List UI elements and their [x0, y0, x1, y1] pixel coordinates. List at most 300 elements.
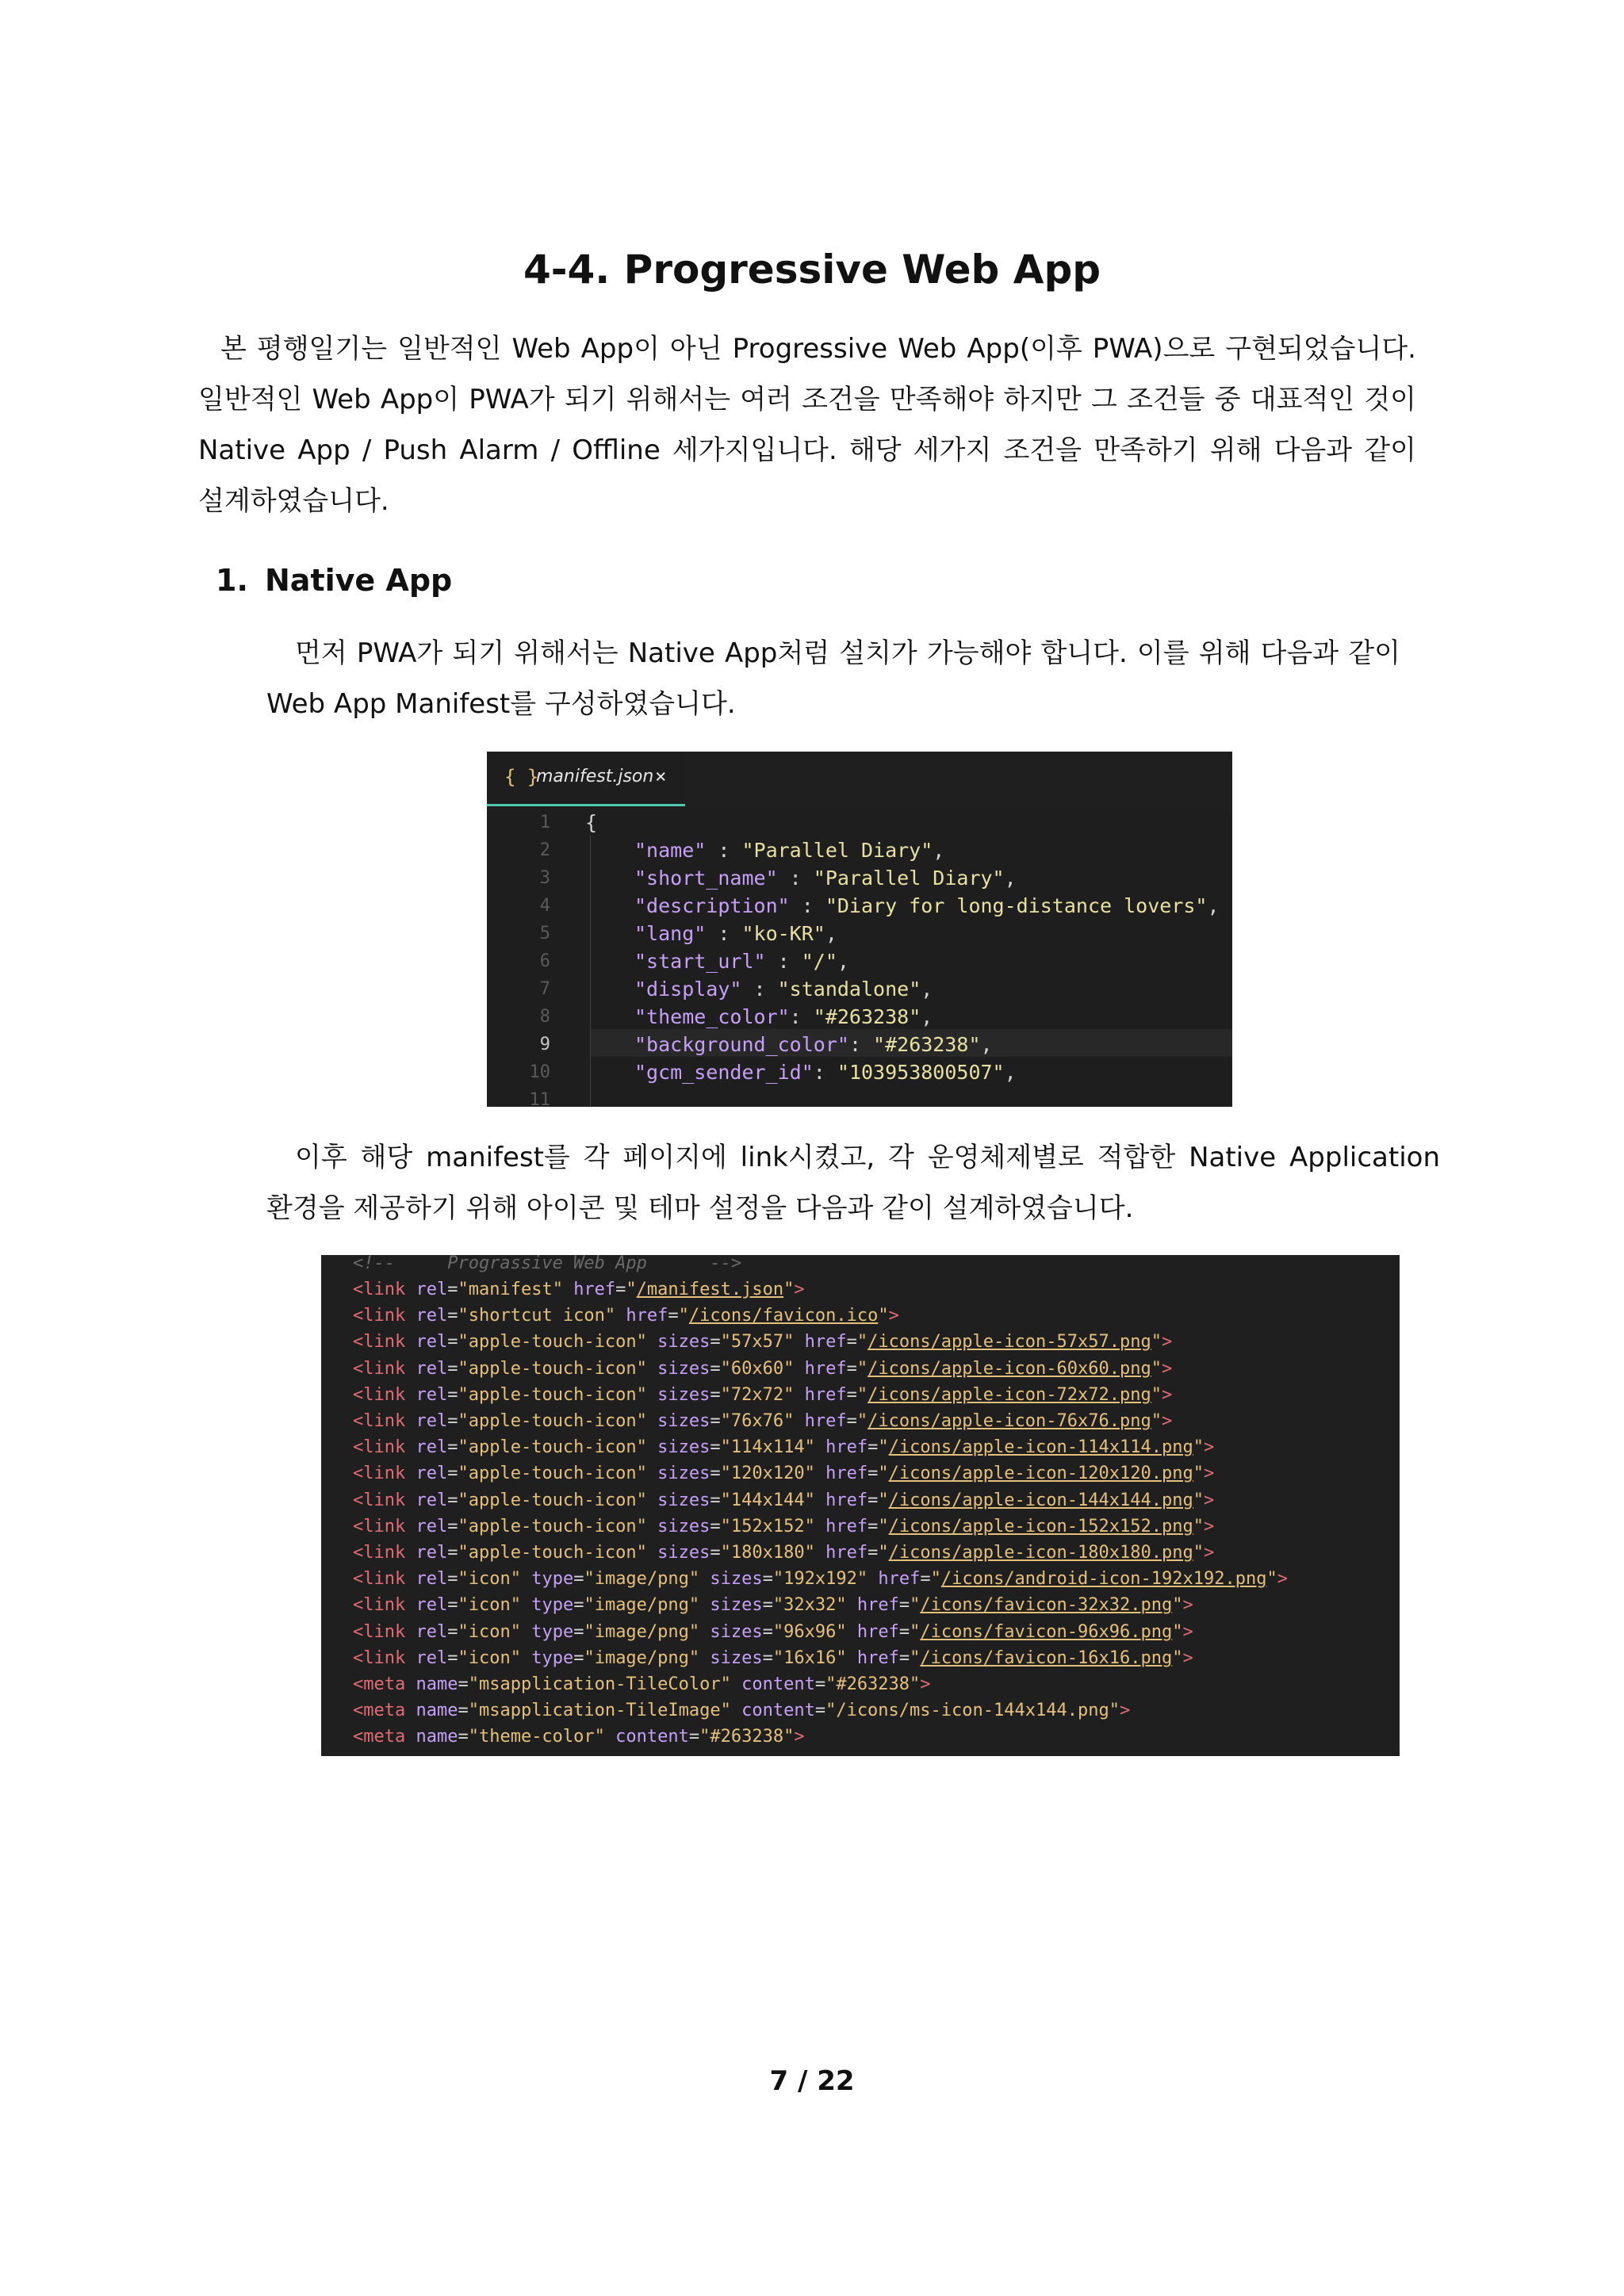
quote: "	[878, 1306, 889, 1326]
native-app-paragraph: 먼저 PWA가 되기 위해서는 Native App처럼 설치가 가능해야 합니다. 이를 위해 다음과 같이 Web App Manifest를 구성하였습니다.	[266, 637, 1400, 720]
space	[405, 1595, 416, 1615]
equals: =	[447, 1464, 458, 1483]
equals: =	[573, 1648, 584, 1668]
quote: "	[783, 1280, 795, 1299]
equals: =	[668, 1306, 679, 1326]
json-comma: ,	[837, 950, 849, 973]
html-value: "image/png"	[584, 1622, 700, 1642]
space	[647, 1385, 657, 1405]
html-attribute: href	[856, 1595, 899, 1615]
quote: "	[910, 1648, 921, 1668]
html-value: "60x60"	[720, 1359, 795, 1379]
html-value: "apple-touch-icon"	[458, 1385, 647, 1405]
equals: =	[762, 1569, 773, 1589]
space	[847, 1648, 857, 1668]
equals: =	[447, 1595, 458, 1615]
equals: =	[447, 1648, 458, 1668]
tag-close: >	[1277, 1569, 1288, 1589]
json-separator: :	[813, 1061, 837, 1084]
quote: "	[910, 1595, 921, 1615]
html-attribute: rel	[416, 1385, 448, 1405]
space	[699, 1569, 710, 1589]
equals: =	[688, 1727, 700, 1747]
json-separator: :	[848, 1033, 874, 1056]
html-value: "apple-touch-icon"	[458, 1543, 647, 1563]
html-attribute: rel	[416, 1280, 448, 1299]
tag-close: >	[1182, 1622, 1193, 1642]
html-attribute: href	[878, 1569, 921, 1589]
space	[794, 1359, 804, 1379]
editor-tab-manifest	[487, 752, 685, 806]
equals: =	[710, 1359, 721, 1379]
equals: =	[447, 1517, 458, 1536]
code-comment-line	[353, 1255, 741, 1276]
html-attribute: rel	[416, 1411, 448, 1431]
quote: "	[1151, 1359, 1162, 1379]
space	[815, 1517, 825, 1536]
link-path: /manifest.json	[636, 1280, 784, 1299]
space	[647, 1411, 657, 1431]
space	[563, 1280, 573, 1299]
link-path: /icons/apple-icon-180x180.png	[888, 1543, 1193, 1563]
code-line	[353, 1513, 1214, 1540]
space	[405, 1359, 416, 1379]
space	[647, 1464, 657, 1483]
space	[647, 1517, 657, 1536]
line-number: 7	[539, 979, 550, 999]
tag-close: >	[1161, 1359, 1173, 1379]
code-line	[353, 1408, 1172, 1434]
json-comma: ,	[825, 922, 837, 945]
space	[521, 1595, 531, 1615]
code-line	[353, 1645, 1193, 1671]
equals: =	[920, 1569, 931, 1589]
html-attribute: rel	[416, 1306, 448, 1326]
json-value: "103953800507"	[837, 1061, 1005, 1084]
space	[405, 1332, 416, 1352]
html-tag: <link	[353, 1437, 406, 1457]
code-line	[353, 1697, 1130, 1724]
html-value: "120x120"	[720, 1464, 815, 1483]
quote: "	[878, 1464, 889, 1483]
html-code-screenshot	[321, 1255, 1400, 1756]
quote: "	[1193, 1464, 1204, 1483]
equals: =	[868, 1464, 879, 1483]
space	[815, 1490, 825, 1510]
json-value: "ko-KR"	[741, 922, 825, 945]
space	[699, 1595, 710, 1615]
quote: "	[1172, 1595, 1183, 1615]
html-value: "icon"	[458, 1595, 521, 1615]
html-value: "152x152"	[720, 1517, 815, 1536]
html-value: "/icons/ms-icon-144x144.png"	[825, 1701, 1120, 1720]
line-number: 8	[539, 1007, 550, 1027]
json-comma: ,	[921, 978, 933, 1001]
quote: "	[856, 1332, 868, 1352]
equals: =	[868, 1517, 879, 1536]
subsection-title: Native App	[265, 563, 453, 598]
html-value: "apple-touch-icon"	[458, 1332, 647, 1352]
json-key: "display"	[634, 978, 742, 1001]
html-attribute: href	[825, 1543, 868, 1563]
space	[405, 1437, 416, 1457]
html-value: "57x57"	[720, 1332, 795, 1352]
editor-tab-bar	[487, 752, 1232, 807]
json-comma: ,	[1207, 894, 1220, 917]
code-line	[634, 836, 944, 864]
html-attribute: href	[804, 1411, 847, 1431]
html-value: "apple-touch-icon"	[458, 1517, 647, 1536]
html-value: "icon"	[458, 1569, 521, 1589]
space	[405, 1543, 416, 1563]
close-icon: ×	[655, 765, 667, 787]
html-attribute: rel	[416, 1569, 448, 1589]
html-attribute: sizes	[657, 1517, 710, 1536]
space	[615, 1306, 626, 1326]
html-value: "114x114"	[720, 1437, 815, 1457]
space	[521, 1622, 531, 1642]
equals: =	[814, 1674, 826, 1694]
equals: =	[447, 1411, 458, 1431]
space	[405, 1280, 416, 1299]
html-attribute: type	[531, 1595, 574, 1615]
equals: =	[868, 1490, 879, 1510]
tag-close: >	[1161, 1411, 1173, 1431]
code-line	[353, 1592, 1193, 1618]
json-key: "name"	[634, 839, 707, 862]
quote: "	[878, 1437, 889, 1457]
quote: "	[856, 1411, 868, 1431]
code-line	[634, 864, 1017, 892]
json-comma: ,	[921, 1005, 933, 1028]
tag-close: >	[1182, 1595, 1193, 1615]
html-attribute: name	[416, 1727, 458, 1747]
quote: "	[1172, 1648, 1183, 1668]
html-value: "apple-touch-icon"	[458, 1464, 647, 1483]
space	[405, 1306, 416, 1326]
intro-paragraph: 본 평행일기는 일반적인 Web App이 아닌 Progressive Web App(이후 PWA)으로 구현되었습니다. 일반적인 Web App이 PWA가 되기 위해서는 여러 조건을 만족해야 하지만 그 조건들 중 대표적인 것이 Native App / Push Alarm / Offline 세가지입니다. 해당 세가지 조건을 만족하기 위해 다음과 같이 설계하였습니다.	[198, 333, 1416, 517]
code-line	[353, 1276, 805, 1303]
quote: "	[910, 1622, 921, 1642]
html-tag: <link	[353, 1543, 406, 1563]
line-number: 6	[539, 951, 550, 971]
indent-guide	[590, 836, 591, 1107]
code-line	[353, 1382, 1172, 1408]
equals: =	[898, 1622, 910, 1642]
json-value: "Parallel Diary"	[813, 867, 1005, 890]
space	[815, 1437, 825, 1457]
link-path: /icons/apple-icon-60x60.png	[868, 1359, 1151, 1379]
html-value: "icon"	[458, 1622, 521, 1642]
line-number: 10	[529, 1062, 550, 1082]
html-attribute: sizes	[710, 1595, 763, 1615]
html-attribute: sizes	[657, 1464, 710, 1483]
html-tag: <link	[353, 1569, 406, 1589]
code-line	[353, 1724, 805, 1750]
html-tag: <link	[353, 1490, 406, 1510]
html-attribute: rel	[416, 1464, 448, 1483]
tag-close: >	[1119, 1701, 1131, 1720]
html-value: "msapplication-TileImage"	[468, 1701, 731, 1720]
line-number: 3	[539, 868, 550, 888]
link-path: /icons/apple-icon-114x114.png	[888, 1437, 1193, 1457]
json-value: "standalone"	[777, 978, 921, 1001]
space	[647, 1359, 657, 1379]
equals: =	[710, 1464, 721, 1483]
equals: =	[762, 1648, 773, 1668]
html-attribute: href	[804, 1332, 847, 1352]
space	[405, 1727, 416, 1747]
code-line	[353, 1329, 1172, 1355]
link-path: /icons/favicon-96x96.png	[920, 1622, 1173, 1642]
html-attribute: sizes	[657, 1359, 710, 1379]
equals: =	[710, 1490, 721, 1510]
tag-close: >	[920, 1674, 931, 1694]
tag-close: >	[1182, 1648, 1193, 1668]
html-value: "image/png"	[584, 1648, 700, 1668]
html-value: "144x144"	[720, 1490, 815, 1510]
code-line	[634, 947, 849, 975]
html-value: "apple-touch-icon"	[458, 1490, 647, 1510]
line-number: 11	[529, 1090, 550, 1107]
equals: =	[710, 1411, 721, 1431]
quote: "	[930, 1569, 941, 1589]
json-file-icon: { }	[504, 766, 539, 788]
space	[405, 1674, 416, 1694]
tag-close: >	[1203, 1490, 1215, 1510]
json-separator: :	[777, 867, 814, 890]
json-value: "Diary for long-distance lovers"	[825, 894, 1208, 917]
equals: =	[573, 1595, 584, 1615]
html-value: "72x72"	[720, 1385, 795, 1405]
json-key: "short_name"	[634, 867, 778, 890]
line-number: 2	[539, 840, 550, 860]
code-line	[634, 1031, 993, 1058]
quote: "	[856, 1359, 868, 1379]
code-line	[585, 809, 597, 836]
quote: "	[678, 1306, 689, 1326]
subsection-number: 1.	[216, 563, 248, 598]
html-tag: <link	[353, 1385, 406, 1405]
code-line	[634, 920, 837, 947]
equals: =	[898, 1648, 910, 1668]
code-line	[353, 1434, 1214, 1460]
equals: =	[814, 1701, 826, 1720]
html-value: "apple-touch-icon"	[458, 1411, 647, 1431]
equals: =	[898, 1595, 910, 1615]
html-attribute: content	[615, 1727, 689, 1747]
html-attribute: sizes	[657, 1543, 710, 1563]
editor-tab-label: manifest.json	[536, 767, 654, 786]
quote: "	[1193, 1543, 1204, 1563]
space	[699, 1622, 710, 1642]
link-path: /icons/apple-icon-57x57.png	[868, 1332, 1151, 1352]
html-value: "#263238"	[825, 1674, 921, 1694]
tag-close: >	[1203, 1543, 1215, 1563]
space	[794, 1385, 804, 1405]
quote: "	[878, 1543, 889, 1563]
json-separator: :	[789, 1005, 814, 1028]
link-paragraph: 이후 해당 manifest를 각 페이지에 link시켰고, 각 운영체제별로 적합한 Native Application 환경을 제공하기 위해 아이콘 및 테마 설정을 다음과 같이 설계하였습니다.	[266, 1142, 1440, 1224]
html-value: "icon"	[458, 1648, 521, 1668]
manifest-code-screenshot	[487, 752, 1232, 1107]
html-tag: <link	[353, 1306, 406, 1326]
html-value: "apple-touch-icon"	[458, 1359, 647, 1379]
json-key: "gcm_sender_id"	[634, 1061, 814, 1084]
equals: =	[710, 1437, 721, 1457]
equals: =	[447, 1359, 458, 1379]
html-value: "16x16"	[772, 1648, 847, 1668]
json-comma: ,	[1004, 1061, 1017, 1084]
quote: "	[1172, 1622, 1183, 1642]
code-line	[353, 1566, 1288, 1592]
html-tag: <link	[353, 1517, 406, 1536]
tag-close: >	[1203, 1517, 1215, 1536]
equals: =	[846, 1359, 857, 1379]
html-attribute: href	[804, 1359, 847, 1379]
json-value: "#263238"	[813, 1005, 921, 1028]
equals: =	[447, 1332, 458, 1352]
json-separator: :	[789, 894, 825, 917]
space	[405, 1490, 416, 1510]
space	[647, 1332, 657, 1352]
html-attribute: href	[626, 1306, 668, 1326]
section-title: 4-4. Progressive Web App	[523, 247, 1101, 293]
space	[521, 1569, 531, 1589]
html-value: "image/png"	[584, 1569, 700, 1589]
subsection-heading	[216, 552, 452, 609]
equals: =	[458, 1701, 469, 1720]
json-key: "start_url"	[634, 950, 766, 973]
quote: "	[856, 1385, 868, 1405]
quote: "	[1193, 1437, 1204, 1457]
line-number: 1	[539, 813, 550, 832]
code-line	[353, 1303, 899, 1329]
html-attribute: href	[856, 1648, 899, 1668]
equals: =	[710, 1543, 721, 1563]
space	[521, 1648, 531, 1668]
equals: =	[573, 1622, 584, 1642]
html-attribute: sizes	[710, 1648, 763, 1668]
json-value: "Parallel Diary"	[741, 839, 933, 862]
equals: =	[846, 1411, 857, 1431]
code-line	[634, 975, 933, 1003]
html-tag: <link	[353, 1464, 406, 1483]
html-value: "76x76"	[720, 1411, 795, 1431]
json-separator: :	[706, 922, 742, 945]
link-path: /icons/apple-icon-144x144.png	[888, 1490, 1193, 1510]
html-attribute: sizes	[657, 1332, 710, 1352]
html-attribute: sizes	[710, 1569, 763, 1589]
code-line	[634, 1058, 1017, 1086]
link-path: /icons/favicon-16x16.png	[920, 1648, 1173, 1668]
html-attribute: content	[741, 1674, 815, 1694]
space	[647, 1437, 657, 1457]
json-value: "#263238"	[873, 1033, 981, 1056]
html-value: "image/png"	[584, 1595, 700, 1615]
json-separator: :	[706, 839, 742, 862]
equals: =	[447, 1569, 458, 1589]
html-attribute: sizes	[657, 1437, 710, 1457]
link-path: /icons/apple-icon-152x152.png	[888, 1517, 1193, 1536]
html-value: "apple-touch-icon"	[458, 1437, 647, 1457]
html-attribute: href	[825, 1464, 868, 1483]
quote: "	[1193, 1490, 1204, 1510]
json-comma: ,	[1004, 867, 1017, 890]
space	[405, 1411, 416, 1431]
equals: =	[710, 1517, 721, 1536]
tag-close: >	[888, 1306, 899, 1326]
html-tag: <link	[353, 1595, 406, 1615]
space	[731, 1701, 741, 1720]
space	[405, 1701, 416, 1720]
open-brace: {	[585, 811, 598, 834]
equals: =	[762, 1595, 773, 1615]
code-line	[353, 1356, 1172, 1382]
quote: "	[1193, 1517, 1204, 1536]
html-attribute: rel	[416, 1543, 448, 1563]
link-path: /icons/apple-icon-72x72.png	[868, 1385, 1151, 1405]
html-tag: <meta	[353, 1674, 406, 1694]
html-attribute: href	[825, 1437, 868, 1457]
space	[405, 1385, 416, 1405]
equals: =	[615, 1280, 626, 1299]
equals: =	[846, 1385, 857, 1405]
tag-close: >	[1203, 1437, 1215, 1457]
quote: "	[1151, 1385, 1162, 1405]
html-attribute: name	[416, 1701, 458, 1720]
space	[647, 1543, 657, 1563]
tag-close: >	[1203, 1464, 1215, 1483]
json-key: "background_color"	[634, 1033, 849, 1056]
space	[647, 1490, 657, 1510]
html-value: "shortcut icon"	[458, 1306, 616, 1326]
quote: "	[1151, 1332, 1162, 1352]
code-line	[353, 1619, 1193, 1645]
json-key: "description"	[634, 894, 790, 917]
html-tag: <link	[353, 1359, 406, 1379]
html-attribute: href	[573, 1280, 616, 1299]
html-attribute: sizes	[710, 1622, 763, 1642]
html-tag: <link	[353, 1648, 406, 1668]
html-tag: <meta	[353, 1727, 406, 1747]
space	[794, 1332, 804, 1352]
space	[731, 1674, 741, 1694]
space	[815, 1543, 825, 1563]
space	[815, 1464, 825, 1483]
html-attribute: rel	[416, 1648, 448, 1668]
link-path: /icons/android-icon-192x192.png	[940, 1569, 1267, 1589]
equals: =	[573, 1569, 584, 1589]
json-key: "theme_color"	[634, 1005, 790, 1028]
json-comma: ,	[980, 1033, 993, 1056]
tag-close: >	[794, 1727, 805, 1747]
space	[794, 1411, 804, 1431]
equals: =	[447, 1306, 458, 1326]
html-attribute: href	[825, 1517, 868, 1536]
equals: =	[710, 1385, 721, 1405]
html-attribute: rel	[416, 1332, 448, 1352]
quote: "	[1151, 1411, 1162, 1431]
html-value: "theme-color"	[468, 1727, 605, 1747]
html-attribute: rel	[416, 1490, 448, 1510]
html-value: "#263238"	[699, 1727, 795, 1747]
line-number: 9	[539, 1035, 550, 1054]
html-attribute: type	[531, 1648, 574, 1668]
html-value: "96x96"	[772, 1622, 847, 1642]
html-attribute: type	[531, 1569, 574, 1589]
html-tag: <meta	[353, 1701, 406, 1720]
